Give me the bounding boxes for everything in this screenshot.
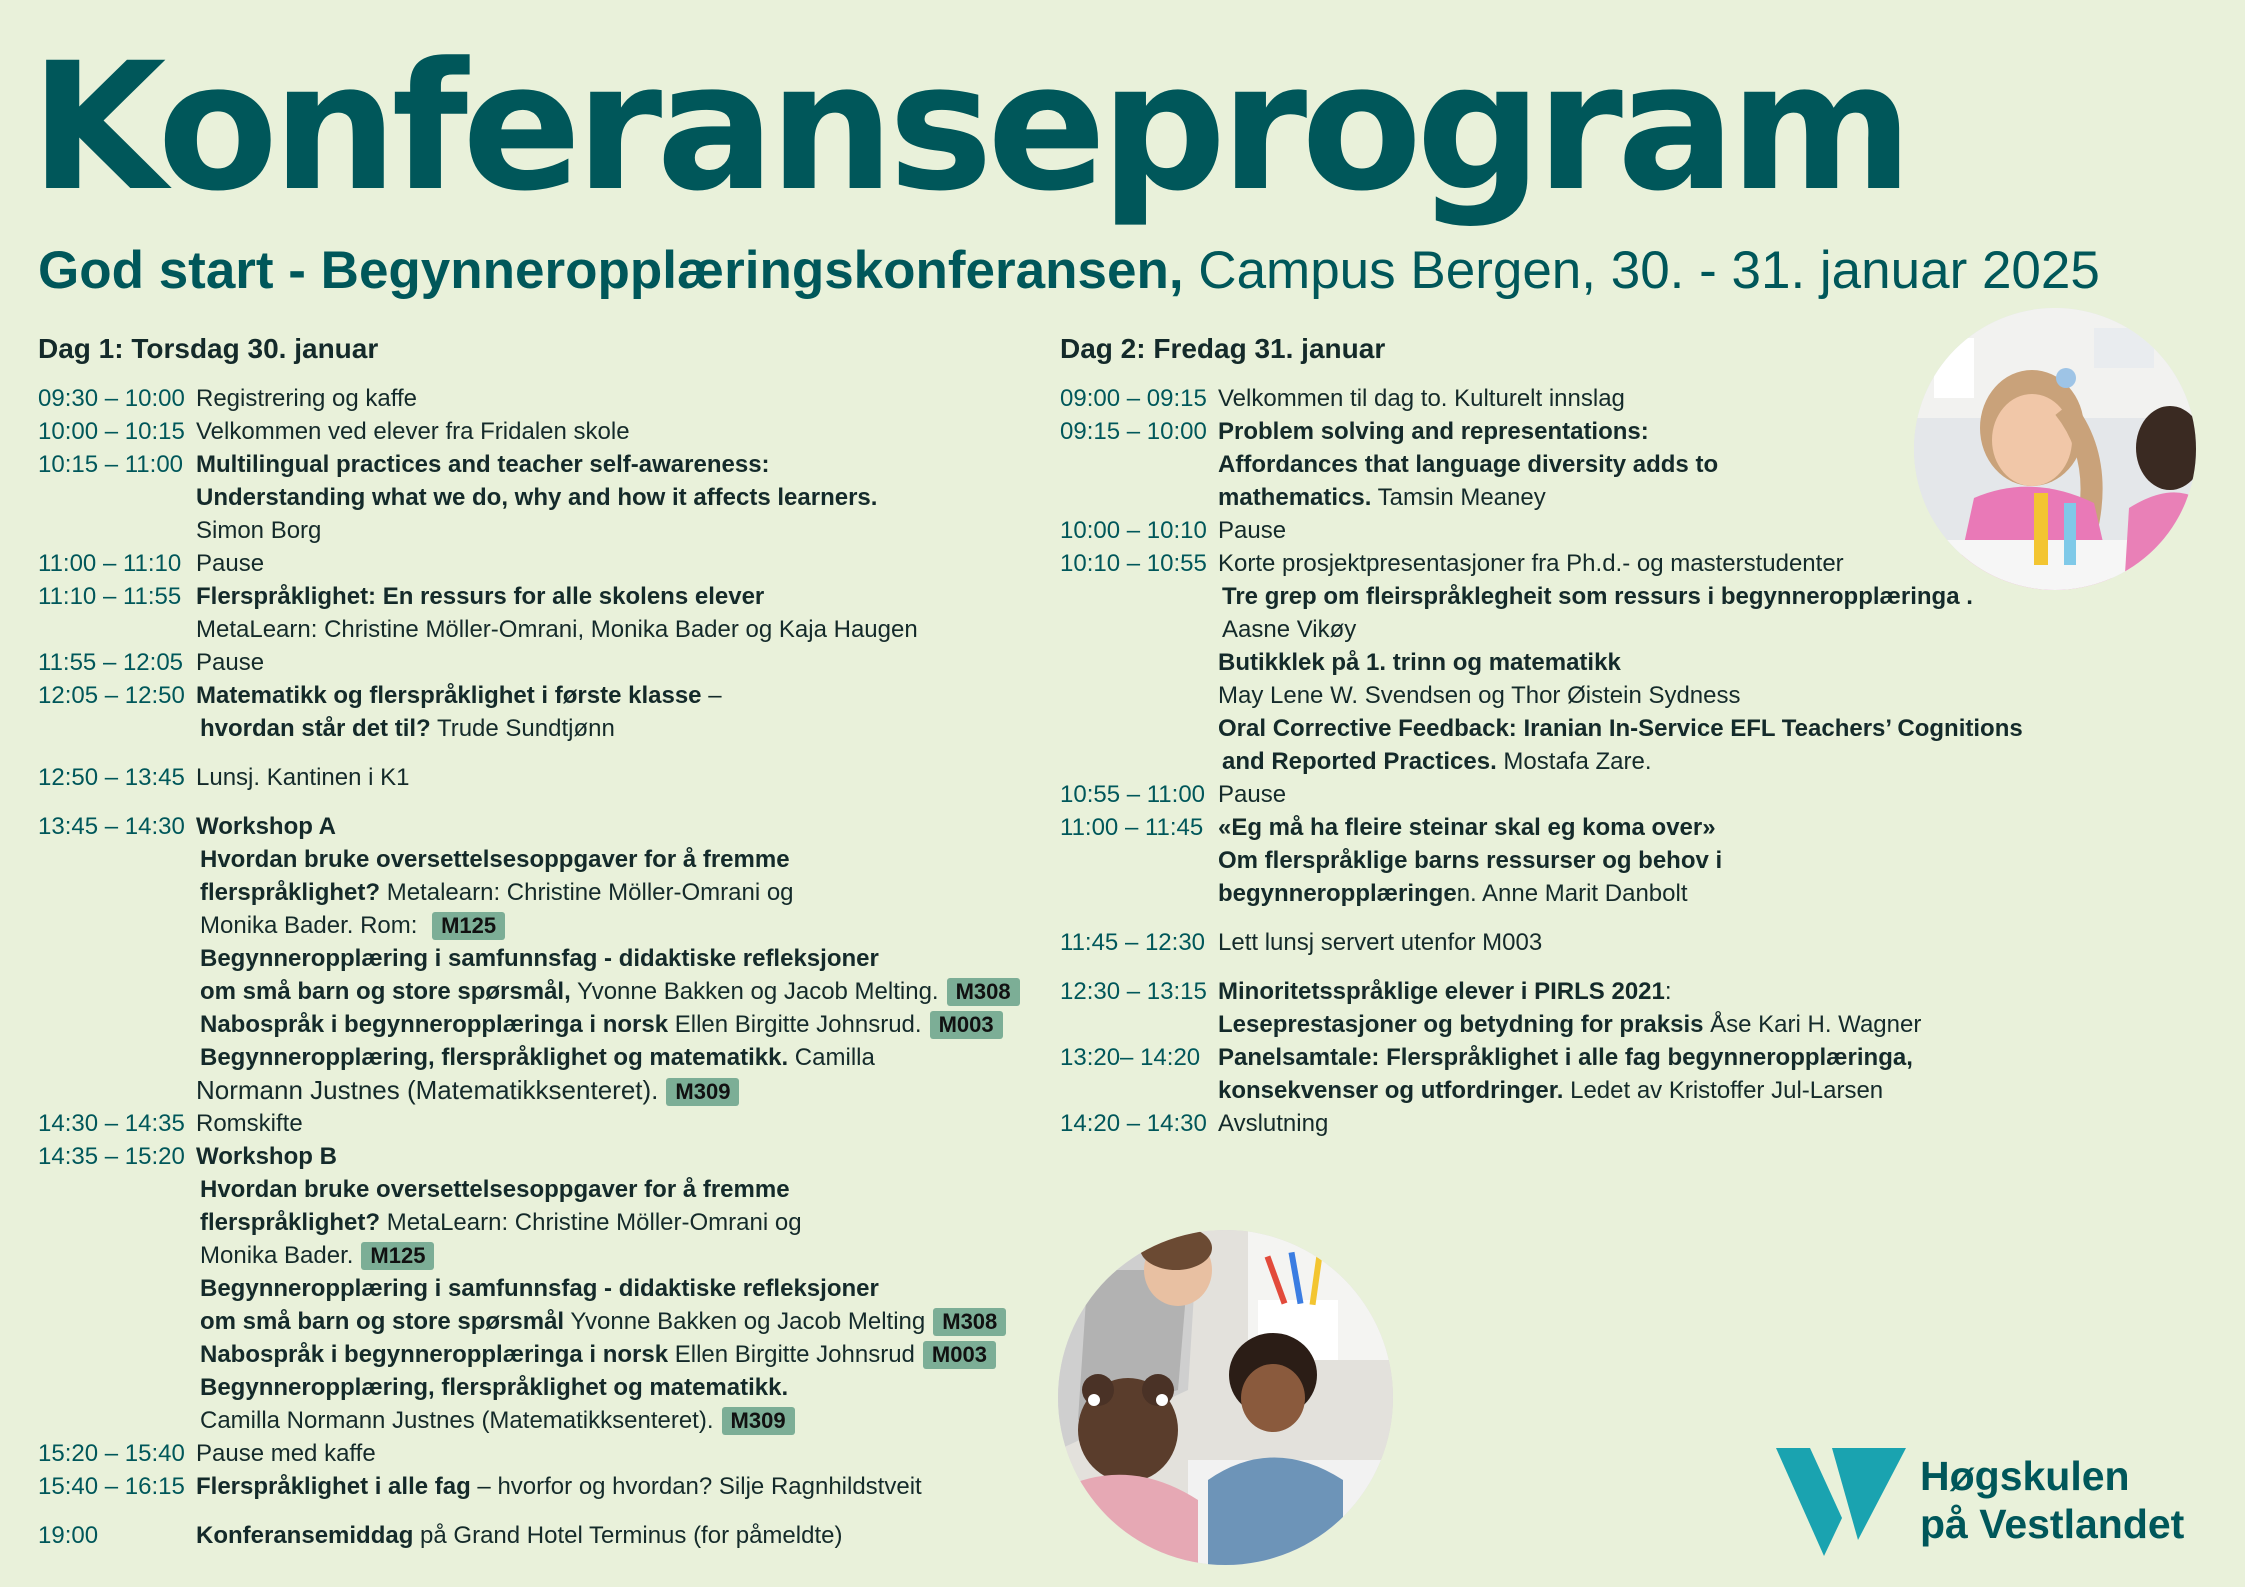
workshop-b (196, 1140, 1038, 1437)
session-body (1218, 1041, 2060, 1107)
time-slot: 10:55 – 11:00 (1060, 781, 1206, 808)
room-badge: M308 (947, 978, 1020, 1006)
schedule-row (38, 761, 1038, 794)
logo-line-2: på Vestlandet (1920, 1501, 2185, 1547)
speaker: Metalearn: Christine Möller-Omrani og (380, 879, 794, 906)
session-body (1218, 547, 2060, 778)
time-slot: 12:30 – 13:15 (1060, 978, 1207, 1005)
schedule-row (1060, 1107, 2060, 1140)
session-body (1218, 975, 2060, 1041)
speaker: Ellen Birgitte Johnsrud (668, 1341, 915, 1368)
schedule-row (38, 382, 1038, 415)
session-title: flerspråklighet? (200, 879, 381, 906)
session-title: Flerspråklighet: En ressurs for alle skolens elever (196, 583, 765, 610)
day2-heading: Dag 2: Fredag 31. januar (1060, 333, 1386, 364)
time-slot: 09:30 – 10:00 (38, 385, 185, 412)
subtitle-location: Campus Bergen, 30. - 31. januar 2025 (1183, 241, 2100, 300)
session-title: konsekvenser og utfordringer. (1218, 1077, 1564, 1104)
schedule-row (1060, 415, 2060, 514)
room-badge: M125 (361, 1242, 434, 1270)
time-slot: 10:10 – 10:55 (1060, 550, 1207, 577)
session-title: Matematikk og flerspråklighet i første klasse (196, 682, 702, 709)
session-text: Lett lunsj servert utenfor M003 (1218, 929, 1543, 956)
schedule-row (38, 415, 1038, 448)
day1-column (38, 330, 1038, 1552)
page-title: Konferanseprogram (30, 25, 1908, 230)
session-text: Lunsj. Kantinen i K1 (196, 764, 410, 791)
hvl-logo-icon (1776, 1448, 1906, 1556)
schedule-row (38, 1107, 1038, 1140)
speaker: Camilla Normann Justnes (Matematikksenteret). (200, 1407, 714, 1434)
room-badge: M308 (933, 1308, 1006, 1336)
photo-girl-drawing (1914, 308, 2196, 590)
session-title: Flerspråklighet i alle fag (196, 1473, 471, 1500)
room-badge: M003 (930, 1011, 1003, 1039)
session-body (196, 679, 1038, 745)
room-badge: M003 (923, 1341, 996, 1369)
session-text: Velkommen ved elever fra Fridalen skole (196, 418, 630, 445)
session-body (1218, 811, 2060, 910)
time-slot: 14:20 – 14:30 (1060, 1110, 1207, 1137)
session-title: flerspråklighet? (200, 1209, 381, 1236)
schedule-row (1060, 975, 2060, 1041)
session-text: Velkommen til dag to. Kulturelt innslag (1218, 385, 1625, 412)
time-slot: 19:00 (38, 1522, 99, 1549)
session-text: Pause (1218, 517, 1287, 544)
speaker: Yvonne Bakken og Jacob Melting (564, 1308, 926, 1335)
speaker: Trude Sundtjønn (430, 715, 615, 742)
speaker: n. Anne Marit Danbolt (1456, 880, 1688, 907)
time-slot: 10:15 – 11:00 (38, 451, 184, 478)
time-slot: 12:05 – 12:50 (38, 682, 185, 709)
room-badge: M309 (666, 1078, 739, 1106)
speaker: MetaLearn: Christine Möller-Omrani og (380, 1209, 802, 1236)
speaker: Yvonne Bakken og Jacob Melting. (570, 978, 939, 1005)
time-slot: 15:20 – 15:40 (38, 1440, 185, 1467)
photo-girl-drawing-illustration (1914, 308, 2196, 590)
session-text: Korte prosjektpresentasjoner fra Ph.d.- og masterstudenter (1218, 550, 1844, 577)
hvl-logo-text (1920, 1452, 2184, 1548)
schedule-row (38, 1519, 1038, 1552)
session-title: om små barn og store spørsmål (200, 1308, 565, 1335)
time-slot: 09:00 – 09:15 (1060, 385, 1207, 412)
time-slot: 12:50 – 13:45 (38, 764, 185, 791)
session-text: Romskifte (196, 1110, 303, 1137)
speaker: Monika Bader. (200, 1242, 354, 1269)
time-slot: 10:00 – 10:15 (38, 418, 185, 445)
speaker: Camilla (788, 1044, 875, 1071)
speaker: Normann Justnes (Matematikksenteret). (196, 1075, 659, 1105)
speaker: Åse Kari H. Wagner (1703, 1011, 1922, 1038)
room-badge: M309 (722, 1407, 795, 1435)
session-title: Understanding what we do, why and how it affects learners. (196, 484, 878, 511)
room-badge: M125 (432, 912, 505, 940)
session-title: Oral Corrective Feedback: Iranian In-Service EFL Teachers’ Cognitions (1218, 715, 2023, 742)
speaker: Monika Bader. Rom: (200, 912, 425, 939)
schedule-row (1060, 1041, 2060, 1107)
page-subtitle (38, 241, 2100, 300)
session-title: and Reported Practices. (1222, 748, 1497, 775)
session-title: om små barn og store spørsmål, (200, 978, 571, 1005)
schedule-row (38, 580, 1038, 646)
session-text: Pause (196, 649, 265, 676)
workshop-heading: Workshop A (196, 813, 337, 840)
speaker: Ellen Birgitte Johnsrud. (668, 1011, 922, 1038)
schedule-row (1060, 926, 2060, 959)
schedule-row (1060, 811, 2060, 910)
time-slot: 09:15 – 10:00 (1060, 418, 1207, 445)
schedule-row (1060, 778, 2060, 811)
session-title: «Eg må ha fleire steinar skal eg koma over» (1218, 814, 1716, 841)
schedule-row (1060, 514, 2060, 547)
schedule-row (38, 810, 1038, 1107)
time-slot: 10:00 – 10:10 (1060, 517, 1207, 544)
schedule-row (38, 1470, 1038, 1503)
speaker: Mostafa Zare. (1496, 748, 1652, 775)
time-slot: 13:20– 14:20 (1060, 1044, 1201, 1071)
time-slot: 11:45 – 12:30 (1060, 929, 1206, 956)
logo-line-1: Høgskulen (1920, 1453, 2130, 1499)
schedule-row (38, 1437, 1038, 1470)
session-title: Problem solving and representations: (1218, 418, 1649, 445)
speaker: May Lene W. Svendsen og Thor Øistein Sydness (1218, 682, 1741, 709)
time-slot: 15:40 – 16:15 (38, 1473, 185, 1500)
session-title: Leseprestasjoner og betydning for praksis (1218, 1011, 1704, 1038)
photo-children-classroom (1058, 1230, 1393, 1565)
time-slot: 11:55 – 12:05 (38, 649, 184, 676)
time-slot: 11:00 – 11:10 (38, 550, 182, 577)
speaker: MetaLearn: Christine Möller-Omrani, Monika Bader og Kaja Haugen (196, 616, 918, 643)
session-title: Om flerspråklige barns ressurser og behov i (1218, 847, 1723, 874)
session-title: Hvordan bruke oversettelsesoppgaver for å fremme (200, 1176, 790, 1203)
session-body (196, 448, 1038, 547)
schedule-row (38, 547, 1038, 580)
session-text: Pause (1218, 781, 1287, 808)
session-text: Pause (196, 550, 265, 577)
time-slot: 14:30 – 14:35 (38, 1110, 185, 1137)
session-body (196, 1519, 1038, 1552)
schedule-row (1060, 382, 2060, 415)
session-title: Minoritetsspråklige elever i PIRLS 2021 (1218, 978, 1665, 1005)
workshop-heading: Workshop B (196, 1143, 337, 1170)
photo-children-classroom-illustration (1058, 1230, 1393, 1565)
schedule-row (38, 679, 1038, 745)
session-title: Begynneropplæring, flerspråklighet og matematikk. (200, 1044, 789, 1071)
speaker: – hvorfor og hvordan? Silje Ragnhildstveit (470, 1473, 922, 1500)
session-text: – (701, 682, 722, 709)
session-body (196, 580, 1038, 646)
session-text: Avslutning (1218, 1110, 1329, 1137)
speaker: Ledet av Kristoffer Jul-Larsen (1563, 1077, 1884, 1104)
session-title: Nabospråk i begynneropplæringa i norsk (200, 1011, 669, 1038)
schedule-row (1060, 547, 2060, 778)
day1-heading: Dag 1: Torsdag 30. januar (38, 333, 379, 364)
schedule-row (38, 646, 1038, 679)
time-slot: 11:10 – 11:55 (38, 583, 182, 610)
session-title: Nabospråk i begynneropplæringa i norsk (200, 1341, 669, 1368)
session-text: på Grand Hotel Terminus (for påmeldte) (413, 1522, 843, 1549)
session-title: Butikklek på 1. trinn og matematikk (1218, 649, 1621, 676)
session-title: hvordan står det til? (200, 715, 431, 742)
speaker: Tamsin Meaney (1371, 484, 1546, 511)
time-slot: 13:45 – 14:30 (38, 813, 185, 840)
session-title: Multilingual practices and teacher self-awareness: (196, 451, 770, 478)
session-title: Hvordan bruke oversettelsesoppgaver for å fremme (200, 846, 790, 873)
speaker: Aasne Vikøy (1222, 616, 1357, 643)
session-title: Begynneropplæring i samfunnsfag - didaktiske refleksjoner (200, 945, 879, 972)
subtitle-event: God start - Begynneropplæringskonferansen, (38, 241, 1184, 300)
session-text: Pause med kaffe (196, 1440, 376, 1467)
time-slot: 11:00 – 11:45 (1060, 814, 1204, 841)
session-title: Begynneropplæring, flerspråklighet og matematikk. (200, 1374, 789, 1401)
schedule-row (38, 448, 1038, 547)
session-text: Registrering og kaffe (196, 385, 418, 412)
session-title: Panelsamtale: Flerspråklighet i alle fag begynneropplæringa, (1218, 1044, 1913, 1071)
session-text: : (1664, 978, 1672, 1005)
workshop-a (196, 810, 1038, 1107)
schedule-row (38, 1140, 1038, 1437)
speaker: Simon Borg (196, 517, 322, 544)
session-title: Begynneropplæring i samfunnsfag - didaktiske refleksjoner (200, 1275, 879, 1302)
session-title: Affordances that language diversity adds to (1218, 451, 1719, 478)
session-body (196, 1470, 1038, 1503)
session-title: begynneropplæringe (1218, 880, 1457, 907)
session-title: Konferansemiddag (196, 1522, 414, 1549)
time-slot: 14:35 – 15:20 (38, 1143, 185, 1170)
day2-column (1060, 330, 2060, 1140)
session-title: Tre grep om fleirspråklegheit som ressurs i begynneropplæringa . (1222, 583, 1973, 610)
session-title: mathematics. (1218, 484, 1372, 511)
